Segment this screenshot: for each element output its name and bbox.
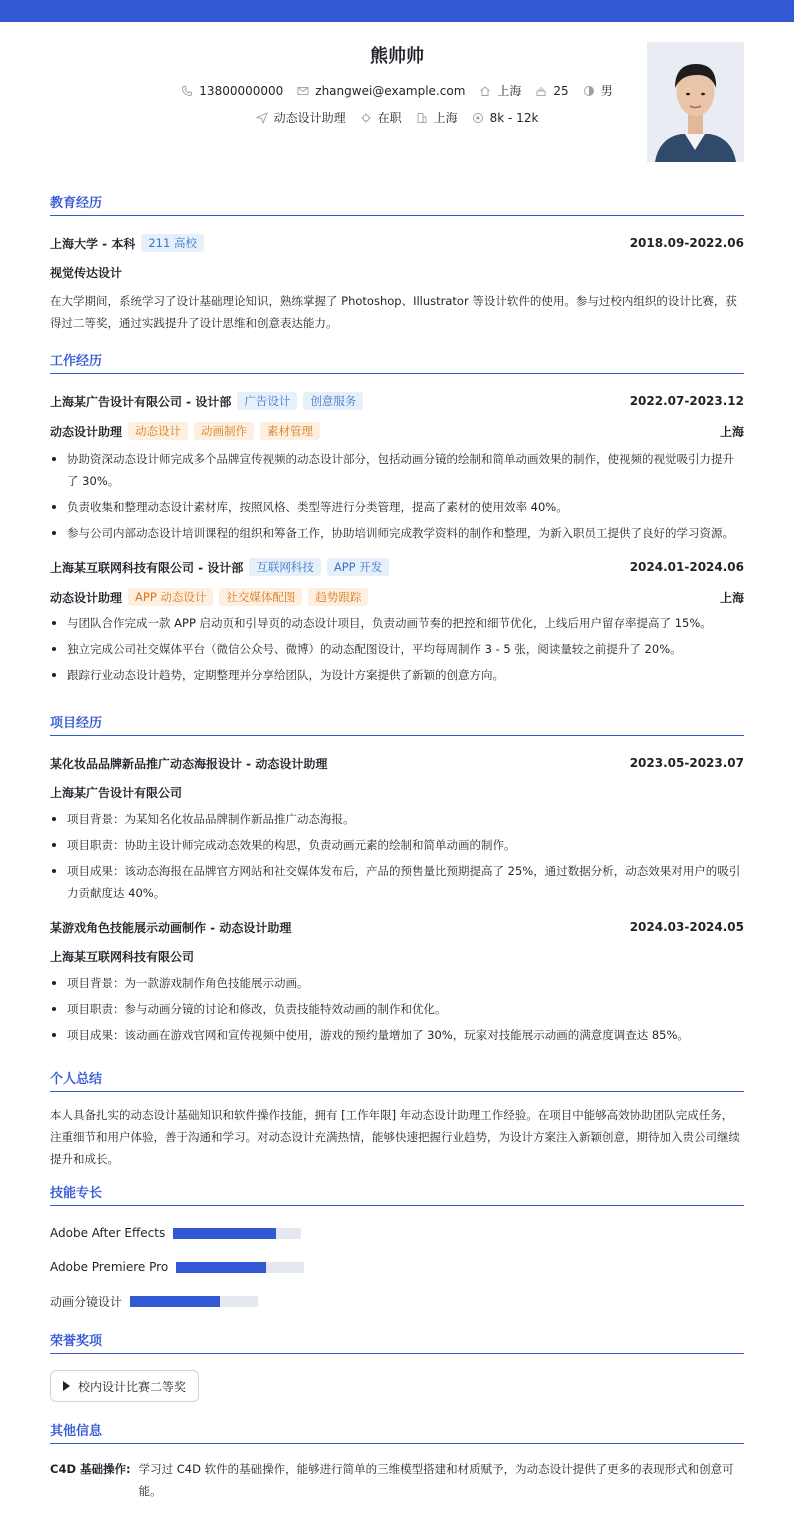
project-name: 某游戏角色技能展示动画制作 - 动态设计助理: [50, 920, 292, 935]
work-section: [50, 350, 744, 686]
project-company: 上海某互联网科技有限公司: [50, 950, 195, 964]
skill-fill: [130, 1296, 220, 1307]
age-item: [535, 84, 568, 98]
project-bullets: [50, 808, 744, 904]
honors-section: [50, 1330, 744, 1402]
intent-city-item: [416, 109, 458, 126]
other-section: [50, 1420, 744, 1502]
resume-header: [50, 22, 744, 192]
email-item: [297, 84, 465, 98]
role-tag: APP 动态设计: [128, 588, 213, 606]
job-company: 上海某互联网科技有限公司 - 设计部: [50, 560, 244, 575]
skill-name: 动画分镜设计: [50, 1294, 123, 1309]
gender-icon: [583, 85, 595, 97]
job-date: 2024.01-2024.06: [629, 560, 744, 574]
list-item: 协助资深动态设计师完成多个品牌宣传视频的动态设计部分，包括动画分镜的绘制和简单动画效果的制作，使视频的视觉吸引力提升了 30%。: [50, 448, 744, 492]
projects-section: [50, 712, 744, 1046]
education-desc: 在大学期间，系统学习了设计基础理论知识，熟练掌握了 Photoshop、Illustrator 等设计软件的使用。参与过校内组织的设计比赛，获得过二等奖，通过实践提升了设计思维和创意表达能力。: [50, 294, 737, 330]
education-school: 上海大学 - 本科: [50, 236, 136, 251]
job-date: 2022.07-2023.12: [629, 394, 744, 408]
job-entry: [50, 390, 744, 544]
list-item: 负责收集和整理动态设计素材库，按照风格、类型等进行分类管理，提高了素材的使用效率 40%。: [50, 496, 744, 518]
education-date: 2018.09-2022.06: [629, 236, 744, 250]
project-date: 2024.03-2024.05: [629, 920, 744, 934]
skill-item: [50, 1284, 403, 1318]
school-tag: 211 高校: [141, 234, 204, 252]
job-intent-row: [50, 109, 744, 126]
job-company: 上海某广告设计有限公司 - 设计部: [50, 394, 232, 409]
age-text: 25: [553, 83, 569, 98]
avatar-photo: [647, 42, 744, 162]
honors-title: 荣誉奖项: [50, 1330, 744, 1354]
phone-icon: [181, 85, 193, 97]
company-tag: APP 开发: [327, 558, 389, 576]
summary-title: 个人总结: [50, 1068, 744, 1092]
status-icon: [360, 112, 372, 124]
list-item: 项目背景：为某知名化妆品品牌制作新品推广动态海报。: [50, 808, 744, 830]
mail-icon: [297, 85, 309, 97]
summary-text: 本人具备扎实的动态设计基础知识和软件操作技能，拥有 [工作年限] 年动态设计助理工作经验。在项目中能够高效协助团队完成任务，注重细节和用户体验，善于沟通和学习。对动态设计充满热情，能够快速把握行业趋势，为设计方案注入新颖创意，期待加入贵公司继续提升和成长。: [50, 1108, 740, 1166]
play-triangle-icon: [63, 1381, 70, 1391]
skill-fill: [176, 1262, 266, 1273]
projects-title: 项目经历: [50, 712, 744, 736]
skill-bar: [176, 1262, 304, 1273]
list-item: 项目成果：该动画在游戏官网和宣传视频中使用，游戏的预约量增加了 30%，玩家对技能展示动画的满意度调查达 85%。: [50, 1024, 744, 1046]
role-tag: 素材管理: [260, 422, 320, 440]
role-tag: 动态设计: [128, 422, 188, 440]
project-bullets: [50, 972, 744, 1046]
resume-page: [0, 22, 794, 1502]
other-text: 学习过 C4D 软件的基础操作，能够进行简单的三维模型搭建和材质赋予，为动态设计提供了更多的表现形式和创意可能。: [138, 1462, 734, 1498]
contact-row: [50, 82, 744, 99]
gender-text: 男: [600, 84, 613, 98]
job-bullets: [50, 448, 744, 544]
role-tag: 动画制作: [194, 422, 254, 440]
skills-list: [50, 1216, 744, 1318]
company-tag: 创意服务: [303, 392, 363, 410]
skill-name: Adobe After Effects: [50, 1226, 166, 1240]
list-item: 与团队合作完成一款 APP 启动页和引导页的动态设计项目，负责动画节奏的把控和细节优化，上线后用户留存率提高了 15%。: [50, 612, 744, 634]
intent-city-text: 上海: [433, 111, 458, 125]
other-label: C4D 基础操作:: [50, 1462, 131, 1476]
skill-bar: [130, 1296, 258, 1307]
award-item[interactable]: [50, 1370, 199, 1402]
skill-name: Adobe Premiere Pro: [50, 1260, 169, 1274]
project-date: 2023.05-2023.07: [629, 756, 744, 770]
candidate-name: 熊帅帅: [370, 46, 424, 67]
job-city: 上海: [719, 590, 744, 605]
top-accent-bar: [0, 0, 794, 22]
email-text: zhangwei@example.com: [315, 83, 466, 98]
other-item: [50, 1458, 744, 1502]
home-icon: [479, 85, 491, 97]
project-company: 上海某广告设计有限公司: [50, 786, 183, 800]
job-city: 上海: [719, 424, 744, 439]
intent-role-item: [256, 109, 346, 126]
skill-item: [50, 1250, 403, 1284]
salary-item: [472, 111, 539, 125]
list-item: 独立完成公司社交媒体平台（微信公众号、微博）的动态配图设计，平均每周制作 3 - 5 张，阅读量较之前提升了 20%。: [50, 638, 744, 660]
job-bullets: [50, 612, 744, 686]
intent-role-text: 动态设计助理: [273, 111, 346, 125]
project-name: 某化妆品品牌新品推广动态海报设计 - 动态设计助理: [50, 756, 328, 771]
role-tag: 社交媒体配图: [219, 588, 302, 606]
skill-bar: [173, 1228, 301, 1239]
location-item: [479, 82, 521, 99]
education-section: [50, 192, 744, 334]
company-tag: 互联网科技: [249, 558, 321, 576]
job-role: 动态设计助理: [50, 424, 123, 439]
role-tag: 趋势跟踪: [308, 588, 368, 606]
list-item: 项目背景：为一款游戏制作角色技能展示动画。: [50, 972, 744, 994]
building-icon: [416, 112, 428, 124]
skills-title: 技能专长: [50, 1182, 744, 1206]
list-item: 项目职责：参与动画分镜的讨论和修改，负责技能特效动画的制作和优化。: [50, 998, 744, 1020]
project-entry: [50, 916, 744, 1046]
award-label: 校内设计比赛二等奖: [78, 1379, 187, 1394]
summary-section: [50, 1068, 744, 1170]
cake-icon: [535, 85, 547, 97]
job-role: 动态设计助理: [50, 590, 123, 605]
phone-text: 13800000000: [199, 83, 284, 98]
status-item: [360, 109, 402, 126]
location-text: 上海: [497, 84, 522, 98]
skills-section: [50, 1182, 744, 1318]
salary-text: 8k - 12k: [489, 110, 539, 125]
skill-item: [50, 1216, 403, 1250]
phone-item: [181, 84, 283, 98]
gender-item: [583, 82, 613, 99]
company-tag: 广告设计: [237, 392, 297, 410]
list-item: 参与公司内部动态设计培训课程的组织和筹备工作，协助培训师完成教学资料的制作和整理，为新入职员工提供了良好的学习资源。: [50, 522, 744, 544]
salary-icon: [472, 112, 484, 124]
skill-fill: [173, 1228, 275, 1239]
status-text: 在职: [377, 111, 402, 125]
education-title: 教育经历: [50, 192, 744, 216]
list-item: 项目职责：协助主设计师完成动态效果的构思，负责动画元素的绘制和简单动画的制作。: [50, 834, 744, 856]
list-item: 跟踪行业动态设计趋势，定期整理并分享给团队，为设计方案提供了新颖的创意方向。: [50, 664, 744, 686]
list-item: 项目成果：该动态海报在品牌官方网站和社交媒体发布后，产品的预售量比预期提高了 25%，通过数据分析，动态效果对用户的吸引力贡献度达 40%。: [50, 860, 744, 904]
project-entry: [50, 752, 744, 904]
education-major: 视觉传达设计: [50, 266, 123, 280]
work-title: 工作经历: [50, 350, 744, 374]
send-icon: [256, 112, 268, 124]
other-title: 其他信息: [50, 1420, 744, 1444]
job-entry: [50, 556, 744, 686]
